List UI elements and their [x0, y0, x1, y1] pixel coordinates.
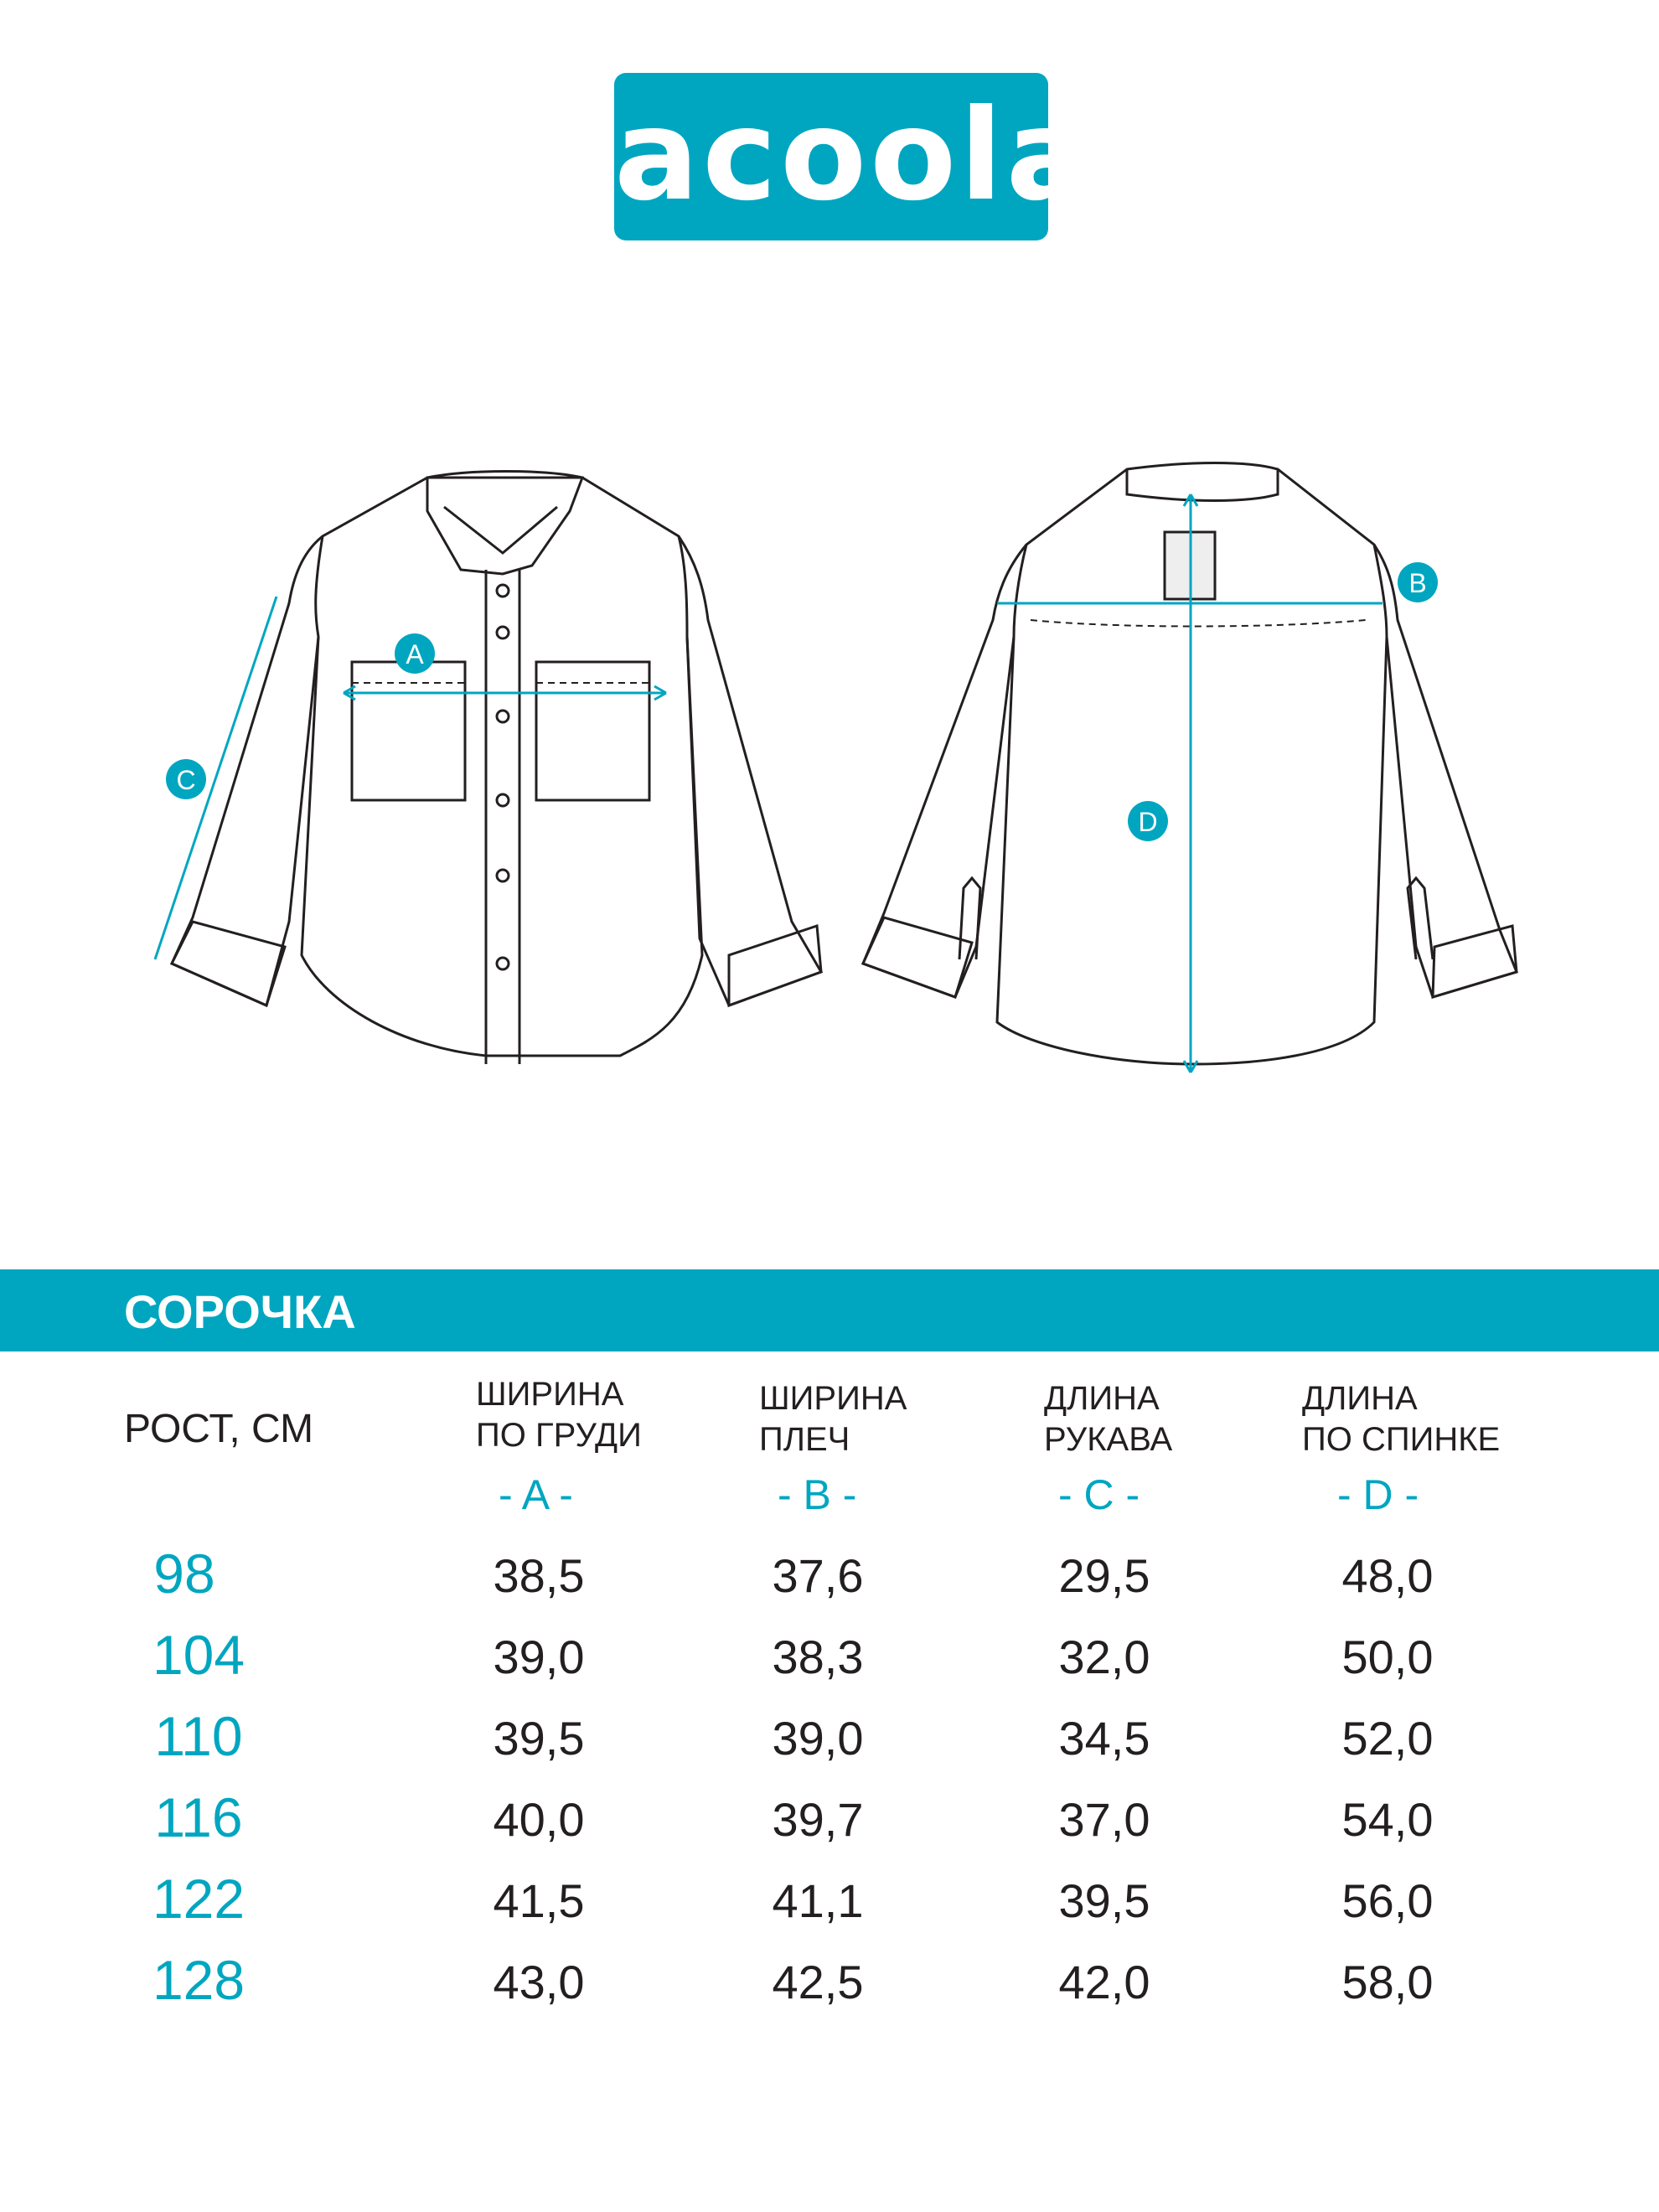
header-d-letter: - D - [1337, 1471, 1419, 1518]
marker-b [1398, 562, 1438, 602]
cell-a: 43,0 [493, 1956, 585, 2008]
header-c-line2: РУКАВА [1044, 1421, 1173, 1458]
header-d-line1: ДЛИНА [1302, 1380, 1418, 1417]
page-title: СОРОЧКА [124, 1285, 356, 1338]
row-size: 122 [152, 1868, 245, 1930]
marker-c [166, 759, 206, 799]
cell-a: 39,0 [493, 1631, 585, 1683]
svg-text:A: A [406, 639, 424, 669]
cell-b: 38,3 [772, 1631, 864, 1683]
svg-text:D: D [1138, 807, 1158, 837]
header-a-letter: - A - [499, 1471, 573, 1518]
shirt-front-drawing [155, 472, 821, 1065]
cell-d: 52,0 [1341, 1712, 1434, 1765]
header-a-line1: ШИРИНА [476, 1376, 624, 1413]
cell-c: 32,0 [1058, 1631, 1150, 1683]
shirt-back-drawing [863, 463, 1517, 1073]
header-b-line1: ШИРИНА [759, 1380, 907, 1417]
cell-c: 37,0 [1058, 1793, 1150, 1846]
row-size: 104 [152, 1624, 245, 1686]
cell-a: 41,5 [493, 1874, 585, 1927]
row-size: 128 [152, 1949, 245, 2011]
shirt-technical-drawing [0, 419, 1659, 1131]
svg-text:C: C [176, 765, 196, 795]
cell-b: 39,7 [772, 1793, 864, 1846]
cell-b: 37,6 [772, 1549, 864, 1602]
cell-c: 39,5 [1058, 1874, 1150, 1927]
cell-d: 58,0 [1341, 1956, 1434, 2008]
cell-b: 42,5 [772, 1956, 864, 2008]
cell-b: 39,0 [772, 1712, 864, 1765]
cell-d: 48,0 [1341, 1549, 1434, 1602]
cell-c: 34,5 [1058, 1712, 1150, 1765]
svg-text:B: B [1408, 568, 1427, 598]
header-b-line2: ПЛЕЧ [759, 1421, 850, 1458]
header-d-line2: ПО СПИНКЕ [1302, 1421, 1501, 1458]
header-c-letter: - C - [1058, 1471, 1140, 1518]
cell-c: 42,0 [1058, 1956, 1150, 2008]
cell-d: 50,0 [1341, 1631, 1434, 1683]
cell-a: 40,0 [493, 1793, 585, 1846]
header-c-line1: ДЛИНА [1044, 1380, 1160, 1417]
row-size: 116 [154, 1786, 243, 1848]
cell-d: 54,0 [1341, 1793, 1434, 1846]
row-size: 110 [154, 1705, 243, 1767]
cell-a: 39,5 [493, 1712, 585, 1765]
title-band [0, 1269, 1659, 1351]
header-a-line2: ПО ГРУДИ [476, 1417, 642, 1454]
marker-a [395, 633, 435, 674]
row-size: 98 [153, 1543, 215, 1605]
header-b-letter: - B - [778, 1471, 857, 1518]
brand-logo-text: acoola [614, 83, 1094, 229]
marker-d [1128, 801, 1168, 841]
cell-c: 29,5 [1058, 1549, 1150, 1602]
cell-d: 56,0 [1341, 1874, 1434, 1927]
cell-a: 38,5 [493, 1549, 585, 1602]
header-height: РОСТ, СМ [124, 1407, 314, 1451]
brand-logo [614, 73, 1094, 240]
cell-b: 41,1 [772, 1874, 864, 1927]
